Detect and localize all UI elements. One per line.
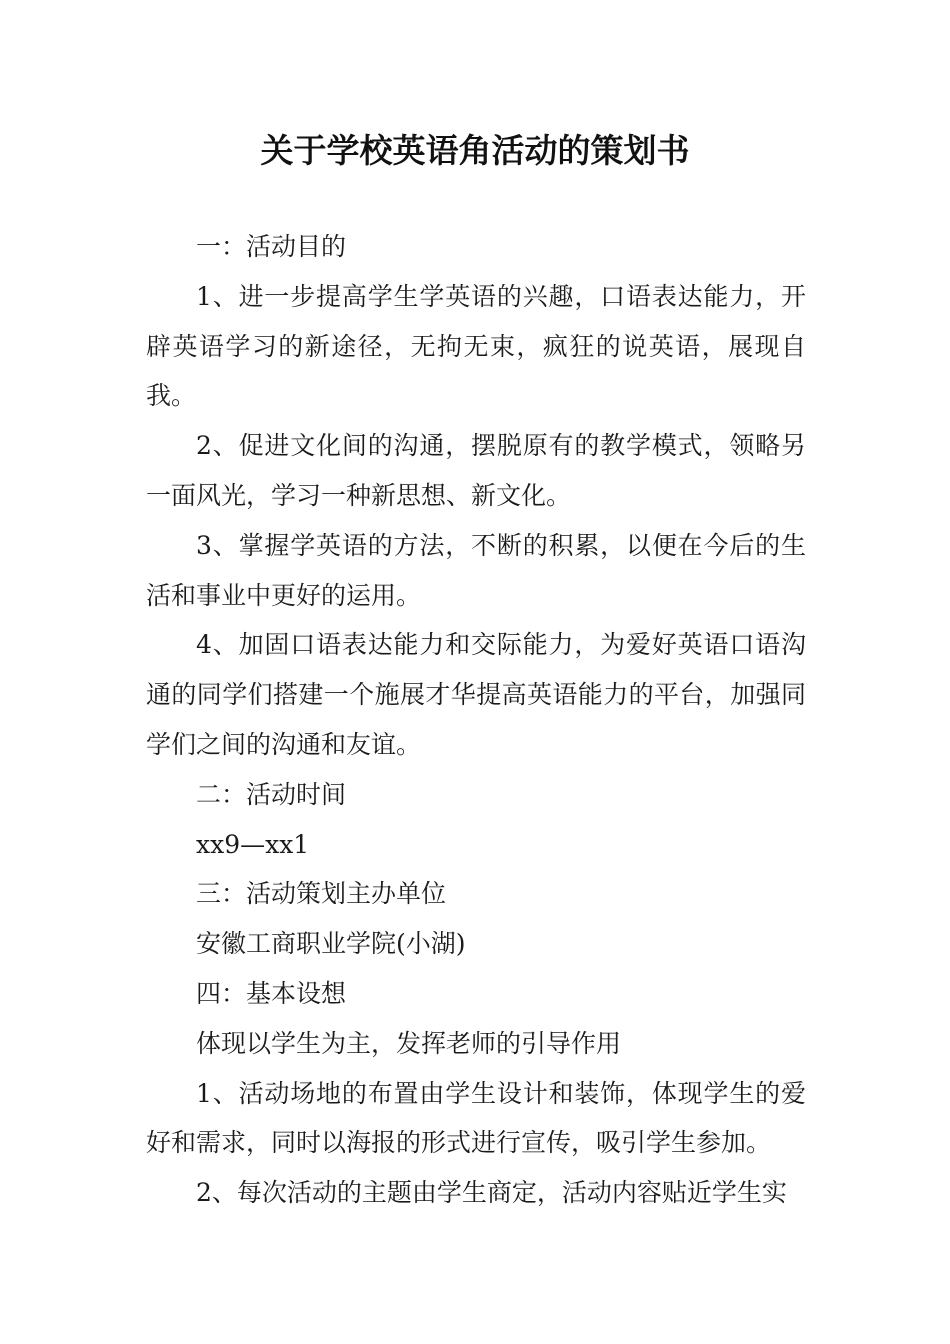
paragraph: 3、掌握学英语的方法，不断的积累，以便在今后的生活和事业中更好的运用。 (146, 530, 806, 610)
section-heading-purpose: 一：活动目的 (196, 232, 347, 261)
paragraph: 1、活动场地的布置由学生设计和装饰，体现学生的爱好和需求，同时以海报的形式进行宣传，吸引学生参加。 (146, 1078, 806, 1158)
paragraph: 2、每次活动的主题由学生商定，活动内容贴近学生实 (196, 1178, 787, 1208)
paragraph: xx9—xx1 (196, 829, 310, 859)
paragraph: 2、促进文化间的沟通，摆脱原有的教学模式，领略另一面风光，学习一种新思想、新文化。 (146, 431, 806, 510)
paragraph: 4、加固口语表达能力和交际能力，为爱好英语口语沟通的同学们搭建一个施展才华提高英语能力的平台，加强同学们之间的沟通和友谊。 (146, 630, 806, 759)
section-heading-time: 二：活动时间 (196, 779, 347, 809)
paragraph: 1、进一步提高学生学英语的兴趣，口语表达能力，开辟英语学习的新途径，无拘无束，疯狂的说英语，展现自我。 (146, 281, 806, 411)
paragraph: 体现以学生为主，发挥老师的引导作用 (196, 1028, 622, 1058)
document-title: 关于学校英语角活动的策划书 (260, 131, 690, 170)
section-heading-idea: 四：基本设想 (196, 978, 347, 1008)
section-heading-organizer: 三：活动策划主办单位 (196, 879, 447, 909)
document-body (146, 222, 806, 1218)
paragraph: 安徽工商职业学院(小湖) (196, 929, 466, 959)
